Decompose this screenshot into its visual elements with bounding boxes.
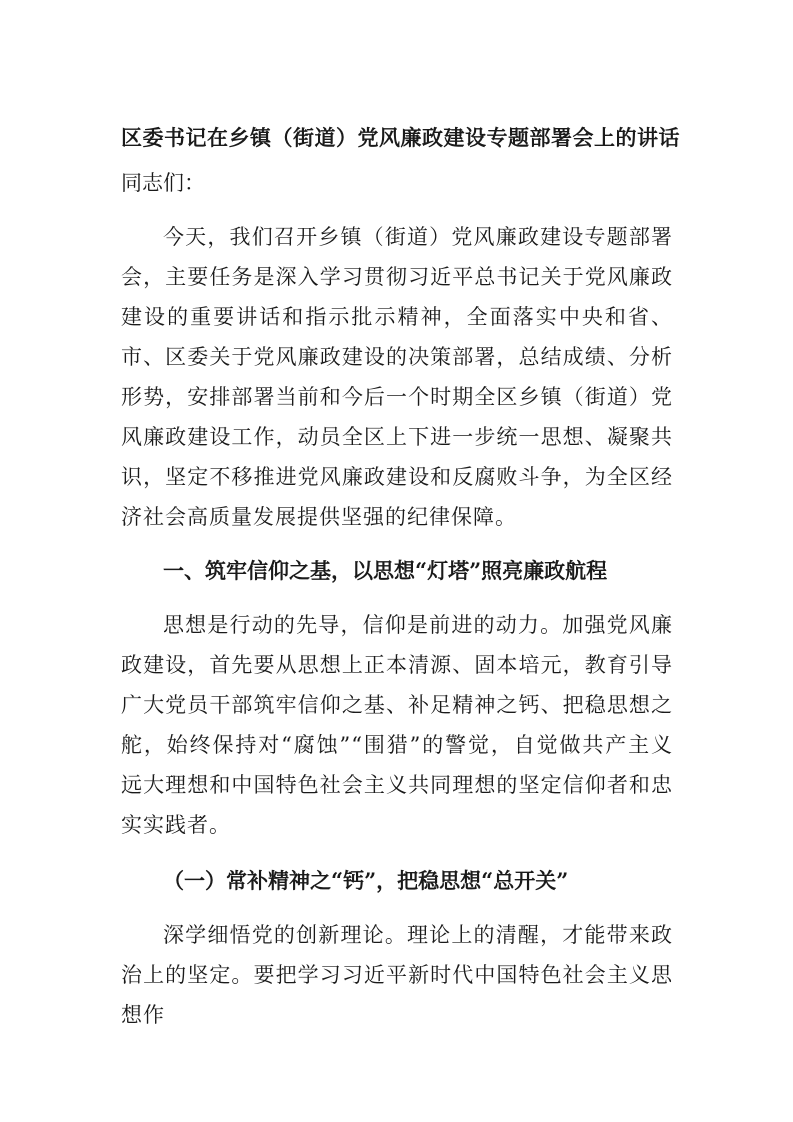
subsection-heading: （一）常补精神之“钙”，把稳思想“总开关”: [163, 868, 569, 893]
body-paragraph: 深学细悟党的创新理论。理论上的清醒，才能带来政治上的坚定。要把学习习近平新时代中国特色社会主义思想作: [121, 923, 673, 1027]
document-title: 区委书记在乡镇（街道）党风廉政建设专题部署会上的讲话: [121, 125, 680, 150]
section-heading: 一、筑牢信仰之基，以思想“灯塔”照亮廉政航程: [163, 558, 608, 583]
body-paragraph: 思想是行动的先导，信仰是前进的动力。加强党风廉政建设，首先要从思想上正本清源、固本培元，教育引导广大党员干部筑牢信仰之基、补足精神之钙、把稳思想之舵，始终保持对“腐蚀”“围猎”的警觉，自觉做共产主义远大理想和中国特色社会主义共同理想的坚定信仰者和忠实实践者。: [121, 613, 673, 837]
salutation: 同志们：: [121, 171, 205, 195]
document-page: [121, 118, 680, 1035]
body-paragraph: 今天，我们召开乡镇（街道）党风廉政建设专题部署会，主要任务是深入学习贯彻习近平总书记关于党风廉政建设的重要讲话和指示批示精神，全面落实中央和省、市、区委关于党风廉政建设的决策部署，总结成绩、分析形势，安排部署当前和今后一个时期全区乡镇（街道）党风廉政建设工作，动员全区上下进一步统一思想、凝聚共识，坚定不移推进党风廉政建设和反腐败斗争，为全区经济社会高质量发展提供坚强的纪律保障。: [121, 225, 673, 529]
